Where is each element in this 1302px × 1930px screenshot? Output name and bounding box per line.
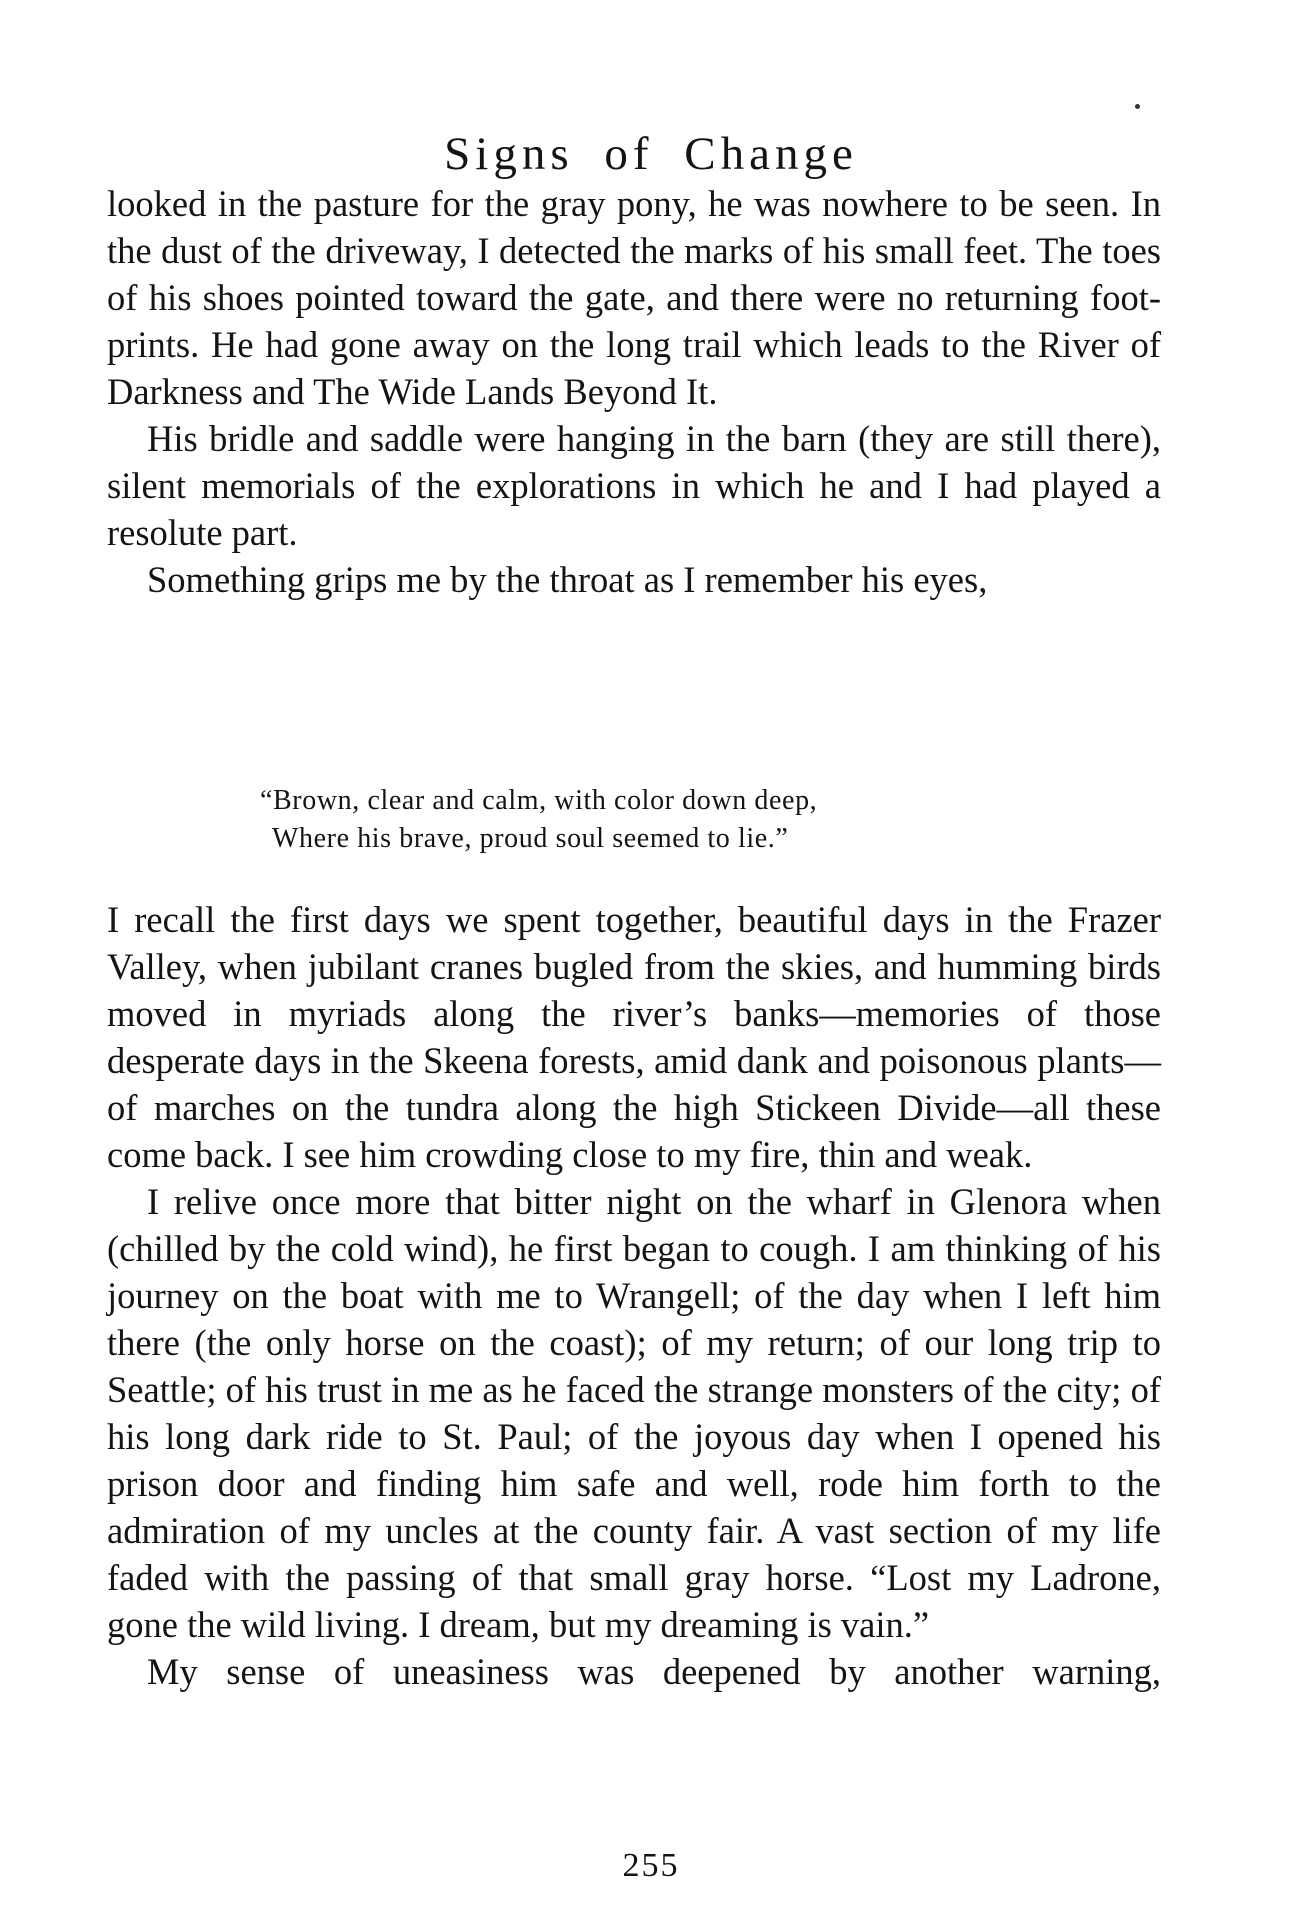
verse-quote [260, 782, 1020, 858]
paragraph-2: His bridle and saddle were hanging in the barn (they are still there), silent memorials of the explorations in which he and I had played a resolute part. [107, 418, 1161, 553]
verse-line-1: “Brown, clear and calm, with color down deep, [260, 785, 818, 816]
paragraph-6: My sense of uneasiness was deepened by another warning, [147, 1651, 1161, 1692]
text-block-bottom [107, 896, 1161, 1695]
verse-line-2: Where his brave, proud soul seemed to lie.” [272, 823, 789, 854]
paragraph-5: I relive once more that bitter night on the wharf in Glenora when (chilled by the cold wind), he first began to cough. I am thinking of his journey on the boat with me to Wrangell; of the day when I left him there (the only horse on the coast); of my return; of our long trip to Seattle; of his trust in me as he faced the strange monsters of the city; of his long dark ride to St. Paul; of the joyous day when I opened his prison door and finding him safe and well, rode him forth to the admiration of my uncles at the county fair. A vast section of my life faded with the passing of that small gray horse. “Lost my Ladrone, gone the wild living. I dream, but my dreaming is vain.” [107, 1181, 1161, 1645]
page-number: 255 [622, 1847, 680, 1884]
running-head: Signs of Change [444, 128, 858, 180]
paragraph-1: looked in the pasture for the gray pony, he was nowhere to be seen. In the dust of the driveway, I detected the marks of his small feet. The toes of his shoes pointed toward the gate, and there were no returning foot-prints. He had gone away on the long trail which leads to the River of Darkness and The Wide Lands Beyond It. [107, 183, 1161, 412]
paragraph-3: Something grips me by the throat as I remember his eyes, [147, 559, 988, 600]
paragraph-4: I recall the first days we spent together, beautiful days in the Frazer Valley, when jubilant cranes bugled from the skies, and humming birds moved in myriads along the river’s banks—memories of those desperate days in the Skeena forests, amid dank and poisonous plants—of marches on the tundra along the high Stickeen Divide—all these come back. I see him crowding close to my fire, thin and weak. [107, 899, 1161, 1175]
ink-speck [1135, 104, 1140, 109]
text-block-top [107, 180, 1161, 603]
